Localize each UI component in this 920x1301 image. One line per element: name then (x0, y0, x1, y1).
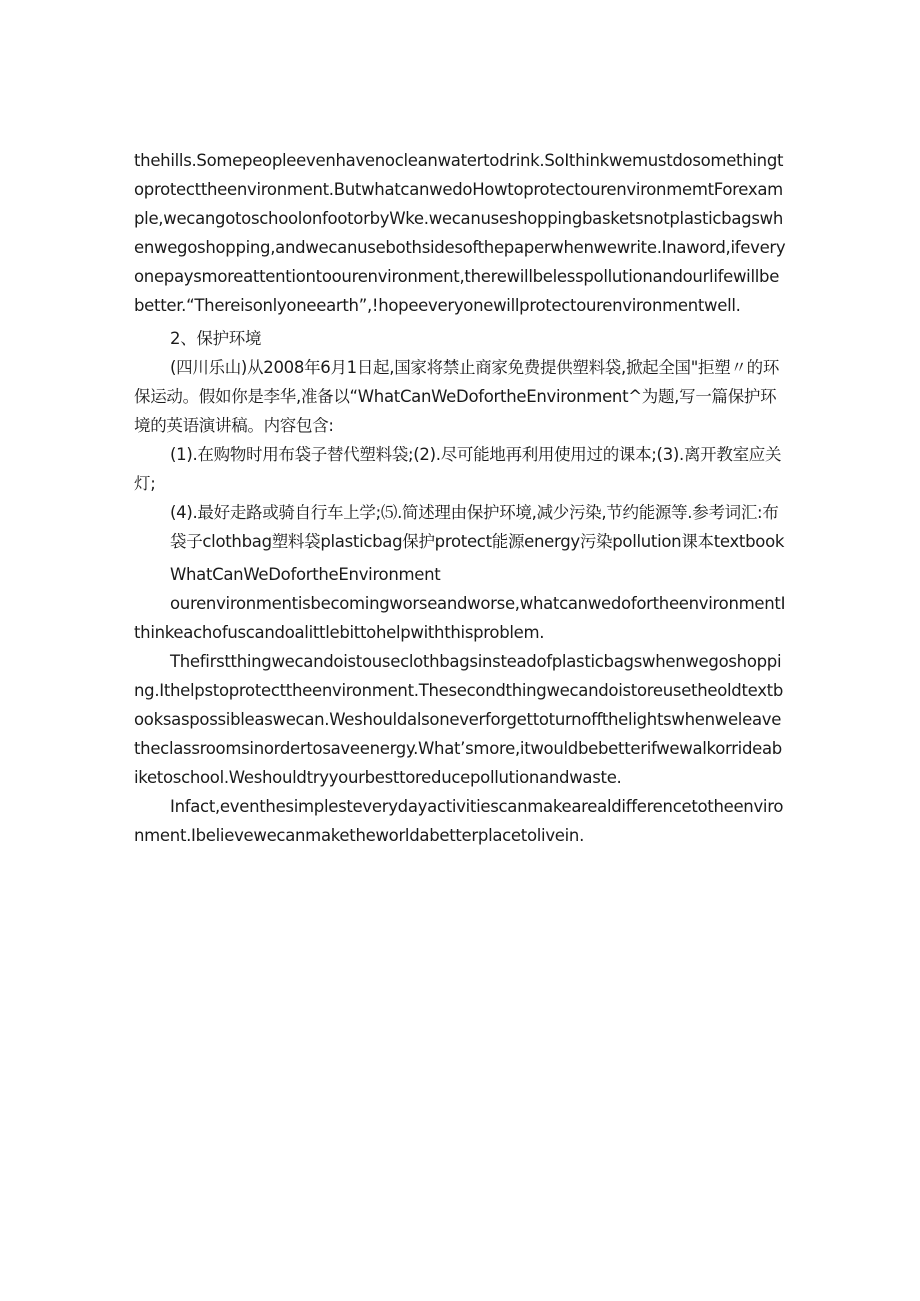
paragraph-requirements-1-3: (1).在购物时用布袋子替代塑料袋;(2).尽可能地再利用使用过的课本;(3).离开教室应关灯; (134, 445, 782, 493)
paragraph-essay-ending: thehills.Somepeopleevenhavenocleanwatertodrink.SoIthinkwemustdosomethingtoprotecttheenvironment.ButwhatcanwedoHowtoprotectourenvironmemtForexample,wecangotoschoolonfootorbyWke.wecanuseshoppingbasketsnotplasticbagswhenwegoshopping,andwecanusebothsidesofthepaperwhenwewrite.Inaword,ifeveryonepaysmoreattentiontoourenvironment,therewillbelesspollutionandourlifewillbebetter.“Thereisonlyoneearth”,!hopeeveryonewillprotectourenvironmentwell. (134, 151, 786, 315)
paragraph-essay-body: Thefirstthingwecandoistouseclothbagsinsteadofplasticbagswhenwegoshopping.Ithelpstoprotecttheenvironment.Thesecondthingwecandoistoreusetheoldtextbooksaspossibleaswecan.Weshouldalsoneverforgettoturnoffthelightswhenweleavetheclassroomsinordertosaveenergy.What’smore,itwouldbebetterifwewalkorrideabiketoschool.Weshouldtryyourbesttoreducepollutionandwaste. (134, 652, 784, 787)
paragraph-task-prompt: (四川乐山)从2008年6月1日起,国家将禁止商家免费提供塑料袋,掀起全国"拒塑〃的环保运动。假如你是李华,准备以“WhatCanWeDofortheEnvironment^为题,写一篇保护环境的英语演讲稿。内容包含: (134, 358, 780, 435)
section-heading-protect-environment: 2、保护环境 (170, 329, 262, 348)
paragraph-essay-intro: ourenvironmentisbecomingworseandworse,whatcanwedofortheenvironmentIthinkeachofuscandoalittlebittohelpwiththisproblem. (134, 594, 786, 642)
paragraph-requirements-4-5: (4).最好走路或骑自行车上学;⑸.简述理由保护环境,减少污染,节约能源等.参考词汇:布袋子clothbag塑料袋plasticbag保护protect能源energy污染pollution课本textbook (170, 503, 785, 551)
document-body (134, 146, 786, 850)
paragraph-essay-conclusion: Infact,eventhesimplesteverydayactivitiescanmakearealdifferencetotheenvironment.Ibelievewecanmaketheworldabetterplacetolivein. (134, 797, 784, 845)
essay-title: WhatCanWeDofortheEnvironment (170, 565, 441, 584)
